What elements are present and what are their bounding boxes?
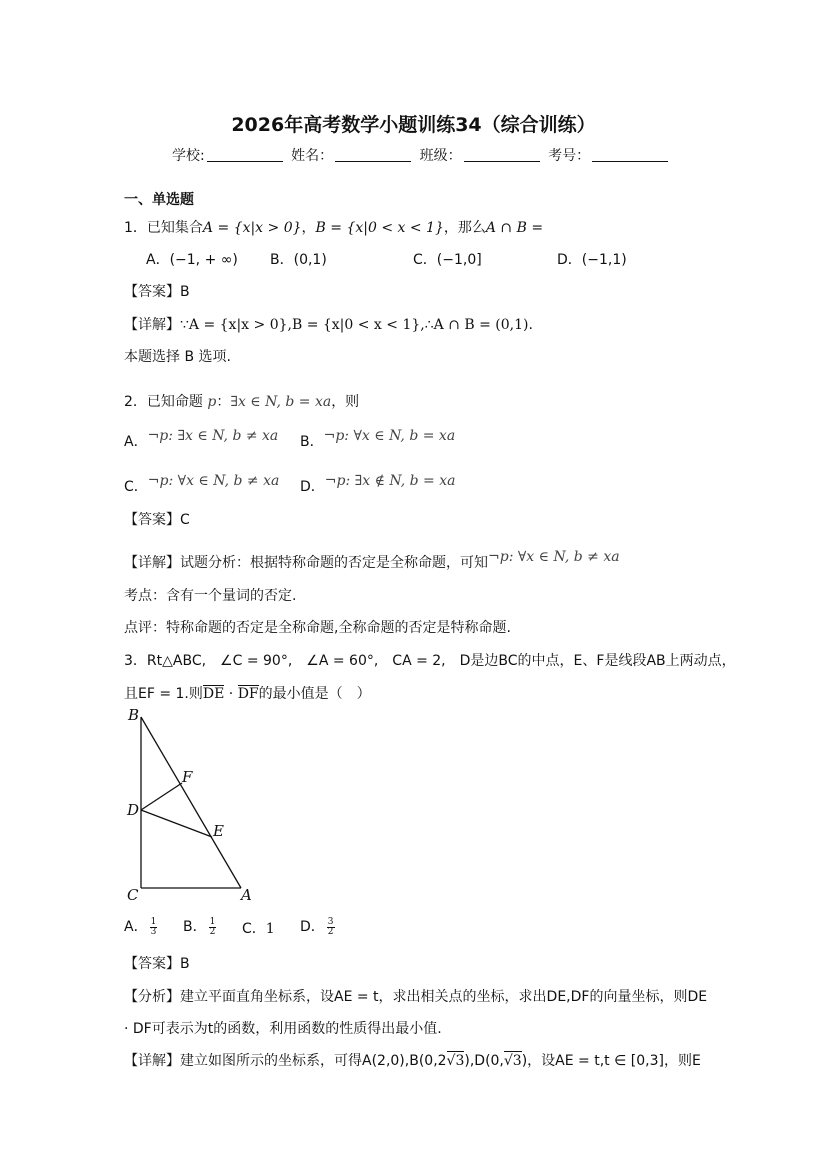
q1-option-b[interactable]: B．(0,1) bbox=[270, 252, 327, 268]
q3-analysis-label: 【分析】 bbox=[124, 989, 180, 1005]
q1-comma: ， bbox=[301, 220, 316, 236]
q3-option-d[interactable] bbox=[300, 916, 335, 937]
side-ab bbox=[141, 717, 241, 888]
fraction-numerator: 1 bbox=[150, 916, 157, 927]
q3-analysis-text-1: 建立平面直角坐标系，设AE = t，求出相关点的坐标，求出DE,DF的向量坐标，则DE bbox=[180, 989, 708, 1005]
q2-option-c-label: C． bbox=[124, 479, 148, 495]
q2-option-b[interactable] bbox=[300, 428, 456, 451]
fraction-numerator: 3 bbox=[327, 916, 334, 927]
q1-ask: A ∩ B = bbox=[485, 220, 544, 236]
triangle-figure bbox=[124, 705, 264, 905]
fraction-denominator: 2 bbox=[209, 926, 216, 937]
q2-option-c[interactable] bbox=[124, 473, 280, 496]
q2-detail-text: 【详解】试题分析：根据特称命题的否定是全称命题，可知 bbox=[124, 555, 488, 571]
question-2-stem bbox=[124, 391, 359, 411]
point-label-a: A bbox=[241, 886, 252, 904]
section-heading: 一、单选题 bbox=[124, 192, 194, 208]
segment-df bbox=[141, 783, 182, 810]
q2-option-b-formula: ¬p: ∀x ∈ N, b = xa bbox=[323, 428, 456, 444]
point-label-b: B bbox=[128, 706, 140, 724]
q3-vector-de: DE bbox=[202, 686, 225, 702]
q3-option-a[interactable] bbox=[124, 916, 157, 937]
q3-detail-text-3: )，设AE = t,t ∈ [0,3]，则E bbox=[521, 1053, 701, 1069]
q3-option-a-label: A． bbox=[124, 919, 148, 935]
question-3-line-1: 3．Rt△ABC, ∠C = 90°, ∠A = 60°, CA = 2, D是边BC的中点，E、F是线段AB上两动点， bbox=[124, 653, 736, 669]
q3-option-d-fraction bbox=[327, 918, 335, 937]
page-title: 2026年高考数学小题训练34（综合训练） bbox=[231, 114, 596, 136]
q1-lead: 1．已知集合 bbox=[124, 220, 203, 236]
q3-option-b[interactable] bbox=[183, 916, 216, 937]
q1-tail: ，那么 bbox=[443, 220, 486, 236]
q3-detail-label: 【详解】 bbox=[124, 1053, 180, 1069]
q1-set-b: B = {x|0 < x < 1} bbox=[315, 220, 444, 236]
name-label: 姓名： bbox=[291, 148, 334, 164]
q2-detail-formula: ¬p: ∀x ∈ N, b ≠ xa bbox=[488, 549, 620, 565]
q1-conclusion: 本题选择 B 选项. bbox=[124, 349, 231, 365]
q3-detail-text-2: ),D(0, bbox=[464, 1053, 504, 1069]
q2-answer: 【答案】C bbox=[124, 512, 190, 528]
q1-option-d[interactable]: D．(−1,1) bbox=[557, 252, 627, 268]
q2-option-a[interactable] bbox=[124, 428, 279, 451]
school-blank[interactable] bbox=[207, 147, 283, 162]
q1-detail-math: ∵A = {x|x > 0},B = {x|0 < x < 1},∴A ∩ B = (0,1). bbox=[180, 317, 533, 333]
q3-option-a-fraction bbox=[150, 918, 158, 937]
q2-option-a-label: A． bbox=[124, 434, 148, 450]
q3-option-d-label: D． bbox=[300, 919, 325, 935]
q3-dot: · bbox=[224, 686, 238, 702]
q2-point: 考点：含有一个量词的否定. bbox=[124, 588, 297, 604]
q3-detail-text-1: 建立如图所示的坐标系，可得A(2,0),B(0,2 bbox=[180, 1053, 447, 1069]
q2-option-d-label: D． bbox=[300, 479, 325, 495]
point-label-c: C bbox=[127, 886, 139, 904]
question-3-line-2 bbox=[124, 683, 371, 703]
q3-option-b-label: B． bbox=[183, 919, 207, 935]
q1-answer: 【答案】B bbox=[124, 284, 190, 300]
q3-line2-post: 的最小值是（ ） bbox=[258, 686, 371, 702]
q3-sqrt3-b: √3 bbox=[503, 1053, 522, 1069]
q2-option-c-formula: ¬p: ∀x ∈ N, b ≠ xa bbox=[147, 473, 280, 489]
q3-option-b-fraction bbox=[209, 918, 217, 937]
question-1-stem bbox=[124, 217, 543, 237]
q3-sqrt3-a: √3 bbox=[446, 1053, 465, 1069]
student-info-line bbox=[172, 145, 672, 165]
q2-colon: ： bbox=[216, 394, 231, 410]
exam-number-blank[interactable] bbox=[592, 147, 668, 162]
q3-analysis-line-2: · DF可表示为t的函数，利用函数的性质得出最小值. bbox=[124, 1021, 442, 1037]
segment-de bbox=[141, 810, 212, 837]
class-blank[interactable] bbox=[464, 147, 540, 162]
q2-option-a-formula: ¬p: ∃x ∈ N, b ≠ xa bbox=[147, 428, 279, 444]
q1-set-a: A = {x|x > 0} bbox=[202, 220, 302, 236]
q1-option-c[interactable]: C．(−1,0] bbox=[413, 252, 482, 268]
q2-p-symbol: p bbox=[207, 394, 217, 410]
fraction-denominator: 2 bbox=[327, 926, 334, 937]
q2-lead: 2．已知命题 bbox=[124, 394, 203, 410]
point-label-d: D bbox=[127, 801, 140, 819]
point-label-e: E bbox=[213, 822, 224, 840]
q3-option-c-label: C． bbox=[242, 921, 266, 937]
q3-detail bbox=[124, 1050, 701, 1070]
q2-option-d-formula: ¬p: ∃x ∉ N, b = xa bbox=[324, 473, 456, 489]
point-label-f: F bbox=[182, 768, 193, 786]
fraction-numerator: 1 bbox=[209, 916, 216, 927]
class-label: 班级： bbox=[419, 148, 462, 164]
school-label: 学校: bbox=[172, 148, 205, 164]
q2-option-d[interactable] bbox=[300, 473, 456, 496]
q1-detail bbox=[124, 314, 533, 334]
q1-option-a[interactable]: A．(−1, + ∞) bbox=[146, 252, 238, 268]
q3-line2-pre: 且EF = 1.则 bbox=[124, 686, 203, 702]
q3-option-c-value: 1 bbox=[265, 921, 275, 937]
q3-answer: 【答案】B bbox=[124, 956, 190, 972]
q2-then: ，则 bbox=[331, 394, 360, 410]
q3-option-c[interactable] bbox=[242, 918, 275, 938]
fraction-denominator: 3 bbox=[150, 926, 157, 937]
q2-comment: 点评：特称命题的否定是全称命题,全称命题的否定是特称命题. bbox=[124, 620, 511, 636]
q3-analysis-line-1 bbox=[124, 986, 707, 1006]
exam-number-label: 考号： bbox=[548, 148, 591, 164]
q3-vector-df: DF bbox=[237, 686, 259, 702]
q1-detail-label: 【详解】 bbox=[124, 317, 180, 333]
q2-detail bbox=[124, 549, 620, 572]
q2-proposition: ∃x ∈ N, b = xa bbox=[230, 394, 332, 410]
name-blank[interactable] bbox=[335, 147, 411, 162]
q2-option-b-label: B． bbox=[300, 434, 324, 450]
